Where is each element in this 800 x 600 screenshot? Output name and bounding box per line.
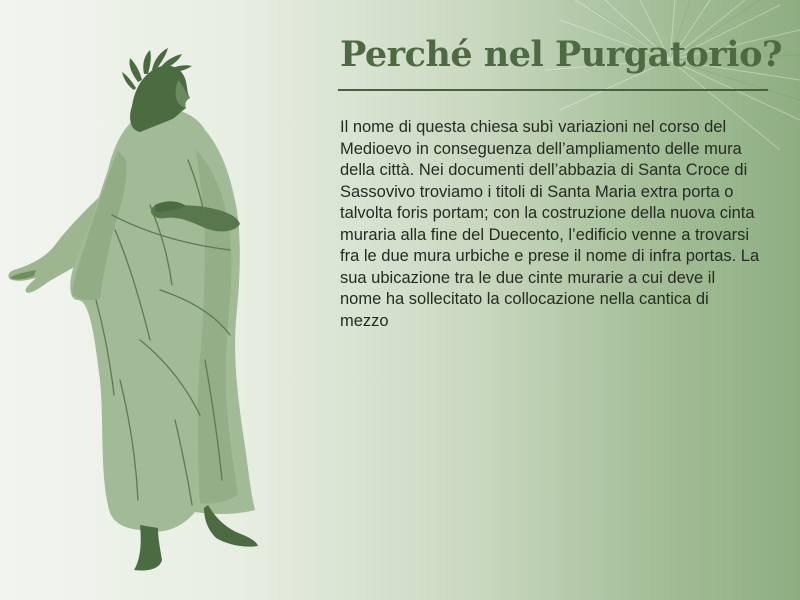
left-foot (134, 525, 162, 571)
title-underline (338, 89, 768, 91)
body-paragraph: Il nome di questa chiesa subì variazioni nel corso del Medioevo in conseguenza dell’ampliamento delle mura della città. Nei documenti dell’abbazia di Santa Croce di Sassovivo troviamo i titoli di Santa Maria extra porta o talvolta foris portam; con la costruzione della nuova cinta muraria alla fine del Duecento, l’edificio venne a trovarsi fra le due mura urbiche e prese il nome di infra portas. La sua ubicazione tra le due cinte murarie a cui deve il nome ha sollecitato la collocazione nella cantica di mezzo (340, 118, 760, 330)
page-title: Perché nel Purgatorio? (340, 34, 782, 75)
